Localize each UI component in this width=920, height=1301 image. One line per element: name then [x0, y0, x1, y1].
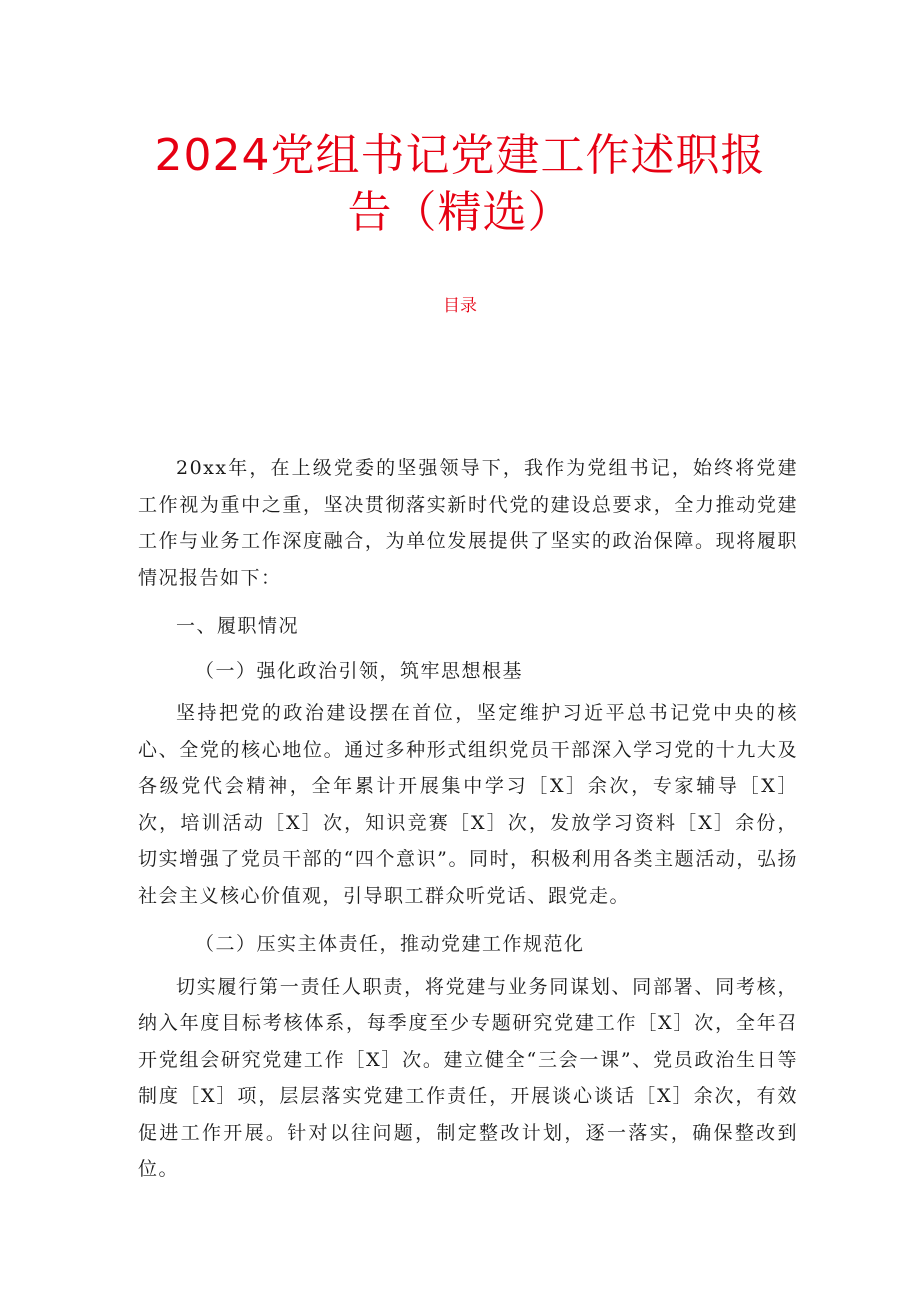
document-title-line-2: 告（精选） [347, 187, 573, 238]
subsection-heading-1: （一）强化政治引领，筑牢思想根基 [195, 659, 524, 682]
intro-paragraph: 20xx年，在上级党委的坚强领导下，我作为党组书记，始终将党建工作视为重中之重，坚决贯彻落实新时代党的建设总要求，全力推动党建工作与业务工作深度融合，为单位发展提供了坚实的政治保障。现将履职情况报告如下： [138, 457, 798, 589]
document-title-line-1: 2024党组书记党建工作述职报 [154, 130, 766, 181]
table-of-contents-link[interactable]: 目录 [443, 296, 477, 316]
subsection-1-paragraph: 坚持把党的政治建设摆在首位，坚定维护习近平总书记党中央的核心、全党的核心地位。通过多种形式组织党员干部深入学习党的十九大及各级党代会精神，全年累计开展集中学习［X］余次，专家辅导［X］次，培训活动［X］次，知识竞赛［X］次，发放学习资料［X］余份，切实增强了党员干部的“四个意识”。同时，积极利用各类主题活动，弘扬社会主义核心价值观，引导职工群众听党话、跟党走。 [138, 702, 798, 907]
document-body [138, 450, 798, 1200]
section-heading-1: 一、履职情况 [176, 615, 300, 637]
subsection-2-paragraph: 切实履行第一责任人职责，将党建与业务同谋划、同部署、同考核，纳入年度目标考核体系，每季度至少专题研究党建工作［X］次，全年召开党组会研究党建工作［X］次。建立健全“三会一课”、党员政治生日等制度［X］项，层层落实党建工作责任，开展谈心谈话［X］余次，有效促进工作开展。针对以往问题，制定整改计划，逐一落实，确保整改到位。 [138, 975, 798, 1180]
subsection-heading-2: （二）压实主体责任，推动党建工作规范化 [195, 933, 585, 955]
